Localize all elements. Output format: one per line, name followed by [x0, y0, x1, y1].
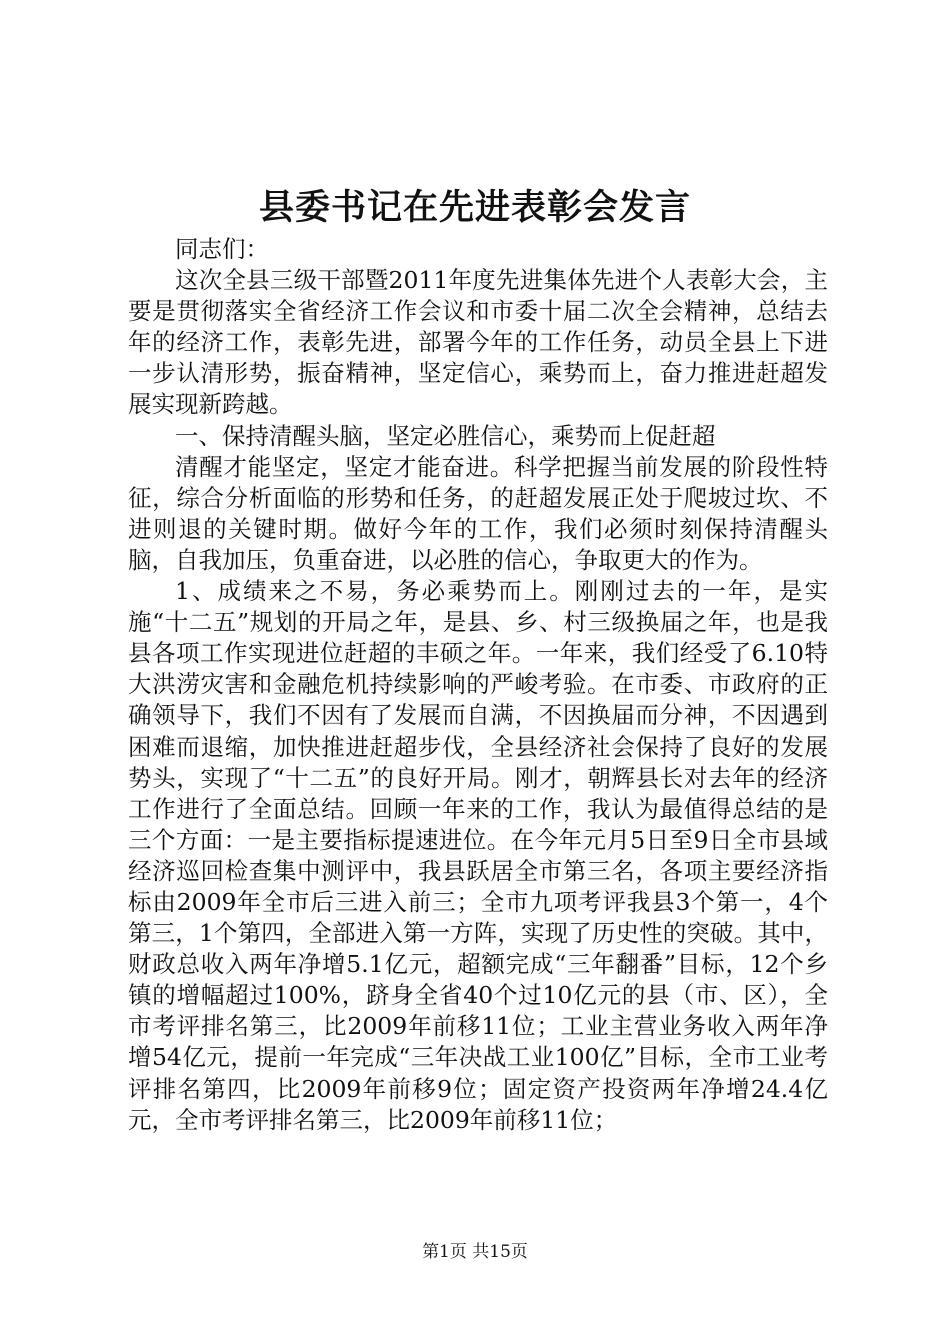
document-title: 县委书记在先进表彰会发言 — [258, 187, 691, 228]
document-body — [128, 234, 828, 1136]
section-heading: 一、保持清醒头脑，坚定必胜信心，乘势而上促赶超 — [175, 421, 716, 450]
body-paragraph: 1、成绩来之不易，务必乘势而上。刚刚过去的一年，是实施“十二五”规划的开局之年，是县、乡、村三级换届之年，也是我县各项工作实现进位赶超的丰硕之年。一年来，我们经受了6.10特大洪涝灾害和金融危机持续影响的严峻考验。在市委、市政府的正确领导下，我们不因有了发展而自满，不因换届而分神，不因遇到困难而退缩，加快推进赶超步伐，全县经济社会保持了良好的发展势头，实现了“十二五”的良好开局。刚才，朝辉县长对去年的经济工作进行了全面总结。回顾一年来的工作，我认为最值得总结的是三个方面：一是主要指标提速进位。在今年元月5日至9日全市县域经济巡回检查集中测评中，我县跃居全市第三名，各项主要经济指标由2009年全市后三进入前三；全市九项考评我县3个第一，4个第三，1个第四，全部进入第一方阵，实现了历史性的突破。其中，财政总收入两年净增5.1亿元，超额完成“三年翻番”目标，12个乡镇的增幅超过100%，跻身全省40个过10亿元的县（市、区），全市考评排名第三，比2009年前移11位；工业主营业务收入两年净增54亿元，提前一年完成“三年决战工业100亿”目标，全市工业考评排名第四，比2009年前移9位；固定资产投资两年净增24.4亿元，全市考评排名第三，比2009年前移11位； — [128, 577, 828, 1134]
salutation-paragraph: 同志们： — [175, 235, 269, 263]
page-footer: 第1页 共15页 — [422, 1242, 528, 1262]
intro-paragraph: 这次全县三级干部暨2011年度先进集体先进个人表彰大会，主要是贯彻落实全省经济工作会议和市委十届二次全会精神，总结去年的经济工作，表彰先进，部署今年的工作任务，动员全县上下进一步认清形势，振奋精神，坚定信心，乘势而上，奋力推进赶超发展实现新跨越。 — [128, 266, 828, 419]
body-paragraph: 清醒才能坚定，坚定才能奋进。科学把握当前发展的阶段性特征，综合分析面临的形势和任务，的赶超发展正处于爬坡过坎、不进则退的关键时期。做好今年的工作，我们必须时刻保持清醒头脑，自我加压，负重奋进，以必胜的信心，争取更大的作为。 — [128, 452, 828, 574]
